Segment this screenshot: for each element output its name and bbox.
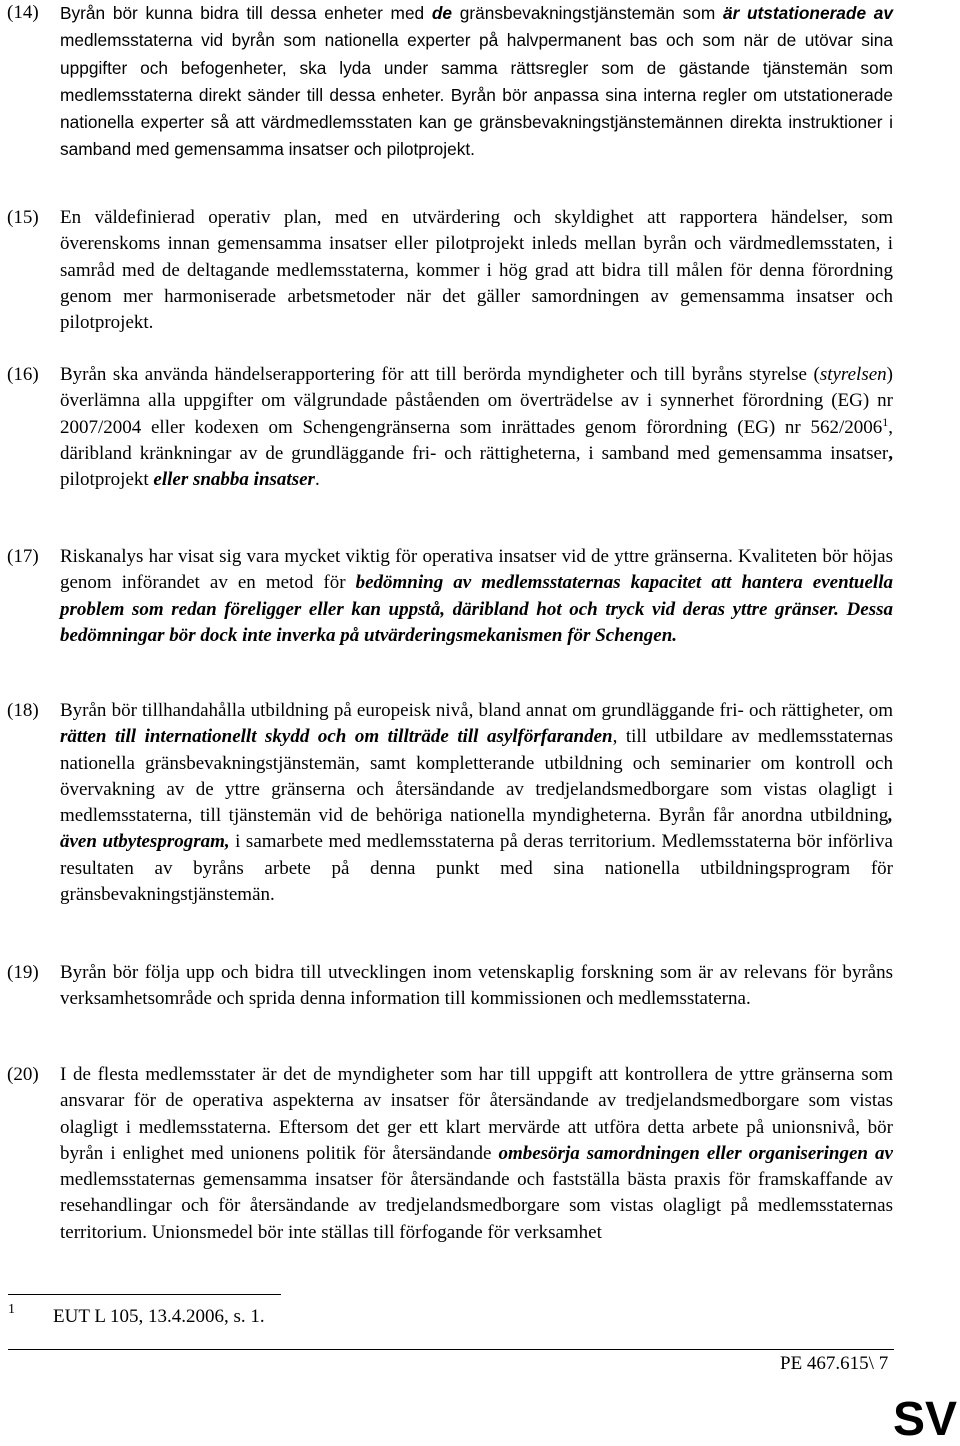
paragraph-number: (19) (7, 962, 39, 983)
text-run: , till utbildare av medlemsstaternas nationella gränsbevakningstjänstemän, samt kompletterande utbildning och seminarier om kontroll och övervakning av de yttre gränserna och återsändande av tredjelandsmedborgare som vistas olagligt i medlemsstaterna, till tjänstemän vid de behöriga nationella myndigheterna. Byrån får anordna utbildning (60, 726, 893, 827)
paragraph-17 (0, 544, 893, 649)
paragraph-14 (0, 0, 893, 164)
footnote-reference: 1 (882, 414, 889, 429)
paragraph-19 (0, 960, 893, 1013)
paragraph-15 (0, 205, 893, 336)
paragraph-number: (17) (7, 546, 39, 567)
text-run: Byrån bör anpassa sina interna regler om utstationerade nationella experter så att värdmedlemsstaten kan ge gränsbevakningstjänstemännen direkta instruktioner i samband med gemensamma insatser och pilotprojekt. (60, 84, 894, 160)
text-run: ) överlämna alla uppgifter om välgrundade påståenden om överträdelse av i synnerhet förordning (EG) nr 2007/2004 eller kodexen om Schengengränserna som inrättades genom förordning (EG) nr 562/2006 (60, 364, 893, 438)
paragraph-16 (0, 362, 893, 493)
text-run: , (888, 442, 893, 464)
paragraph-text (60, 544, 893, 649)
emphasis-text: rätten till internationellt skydd och om tillträde till asylförfaranden (60, 726, 613, 748)
footnote-mark: 1 (8, 1302, 15, 1317)
text-run: Byrån bör följa upp och bidra till utvecklingen inom vetenskaplig forskning som är av relevans för byråns verksamhetsområde och sprida denna information till kommissionen och medlemsstaterna. (60, 962, 893, 1010)
text-run: pilotprojekt (60, 469, 154, 491)
text-run: i samarbete med medlemsstaterna på deras territorium. Medlemsstaterna bör införliva resultaten av byråns arbete på denna punkt med sina nationella utbildningsprogram för gränsbevakningstjänstemän. (60, 831, 893, 906)
text-run: Byrån bör kunna bidra till dessa enheter med (60, 3, 432, 23)
paragraph-number: (18) (7, 700, 39, 721)
language-code: SV (893, 1393, 958, 1446)
footer-rule (8, 1349, 894, 1350)
paragraph-text (60, 0, 893, 164)
paragraph-18 (0, 698, 893, 908)
emphasis-text: ombesörja samordningen eller organiseringen av (498, 1142, 893, 1164)
paragraph-20 (0, 1062, 893, 1246)
text-run: En väldefinierad operativ plan, med en utvärdering och skyldighet att rapportera händelser, som överenskoms innan gemensamma insatser eller pilotprojekt inleds mellan byrån och värdmedlemsstaten, i samråd med de deltagande medlemsstaterna, kommer i hög grad att bidra till målen för denna förordning genom mer harmoniserade arbetsmetoder när det gäller samordningen av gemensamma insatser och pilotprojekt. (60, 207, 893, 334)
paragraph-text (60, 205, 893, 336)
text-run: I de flesta medlemsstater är det de myndigheter som har till uppgift att kontrollera de yttre gränserna som ansvarar för de operativa aspekterna av insatser för återsändande av tredjelandsmedborgare som vistas olagligt i medlemsstaterna. Eftersom det ger ett klart mervärde att utföra detta arbete på unionsnivå, bör byrån i enlighet med unionens politik för återsändande (60, 1064, 893, 1164)
emphasis-text: bedömning av medlemsstaternas kapacitet att hantera eventuella problem som redan föreligger eller kan uppstå, däribland hot och tryck vid deras yttre gränser. Dessa bedömningar bör dock inte inverka på utvärderingsmekanismen för Schengen. (60, 572, 893, 646)
text-run: gränsbevakningstjänstemän som (452, 3, 723, 23)
emphasis-text: eller snabba insatser (153, 469, 315, 491)
paragraph-text (60, 1062, 893, 1246)
text-run: Byrån bör tillhandahålla utbildning på europeisk nivå, bland annat om grundläggande fri- och rättigheter, om (60, 700, 893, 721)
paragraph-text (60, 960, 893, 1013)
text-run: Riskanalys har visat sig vara mycket viktig för operativa insatser vid de yttre gränserna. Kvaliteten bör höjas genom införandet av en metod för (60, 546, 893, 594)
text-run: medlemsstaterna vid byrån som nationella experter på halvpermanent bas och som när de utövar sina uppgifter och befogenheter, ska lyda under samma rättsregler som de gästande tjänstemän som medlemsstaterna direkt sänder till dessa enheter. (60, 30, 893, 105)
paragraph-number: (14) (7, 2, 39, 23)
paragraph-text (60, 362, 893, 493)
footnote-text: EUT L 105, 13.4.2006, s. 1. (53, 1306, 265, 1327)
paragraph-number: (15) (7, 207, 39, 228)
text-run: styrelsen (819, 364, 887, 385)
text-run: medlemsstaternas gemensamma insatser för återsändande och fastställa bästa praxis för framskaffande av resehandlingar och för återsändande av tredjelandsmedborgare som vistas olagligt på medlemsstaternas territorium. Unionsmedel bör inte ställas till förfogande för verksamhet (60, 1169, 893, 1243)
text-run: Byrån ska använda händelserapportering för att till berörda myndigheter och till byråns styrelse ( (60, 364, 820, 385)
paragraph-number: (16) (7, 364, 39, 385)
footnote-separator (8, 1294, 281, 1295)
emphasis-text: de (431, 3, 453, 23)
emphasis-text: , även utbytesprogram, (60, 805, 893, 853)
text-run: . (314, 469, 320, 491)
text-run: , däribland kränkningar av de grundläggande fri- och rättigheterna, i samband med gemensamma insatser (60, 416, 893, 464)
emphasis-text: är utstationerade av (722, 3, 893, 23)
paragraph-number: (20) (7, 1064, 39, 1085)
paragraph-text (60, 698, 893, 908)
page-reference: PE 467.615\ 7 (780, 1353, 889, 1374)
